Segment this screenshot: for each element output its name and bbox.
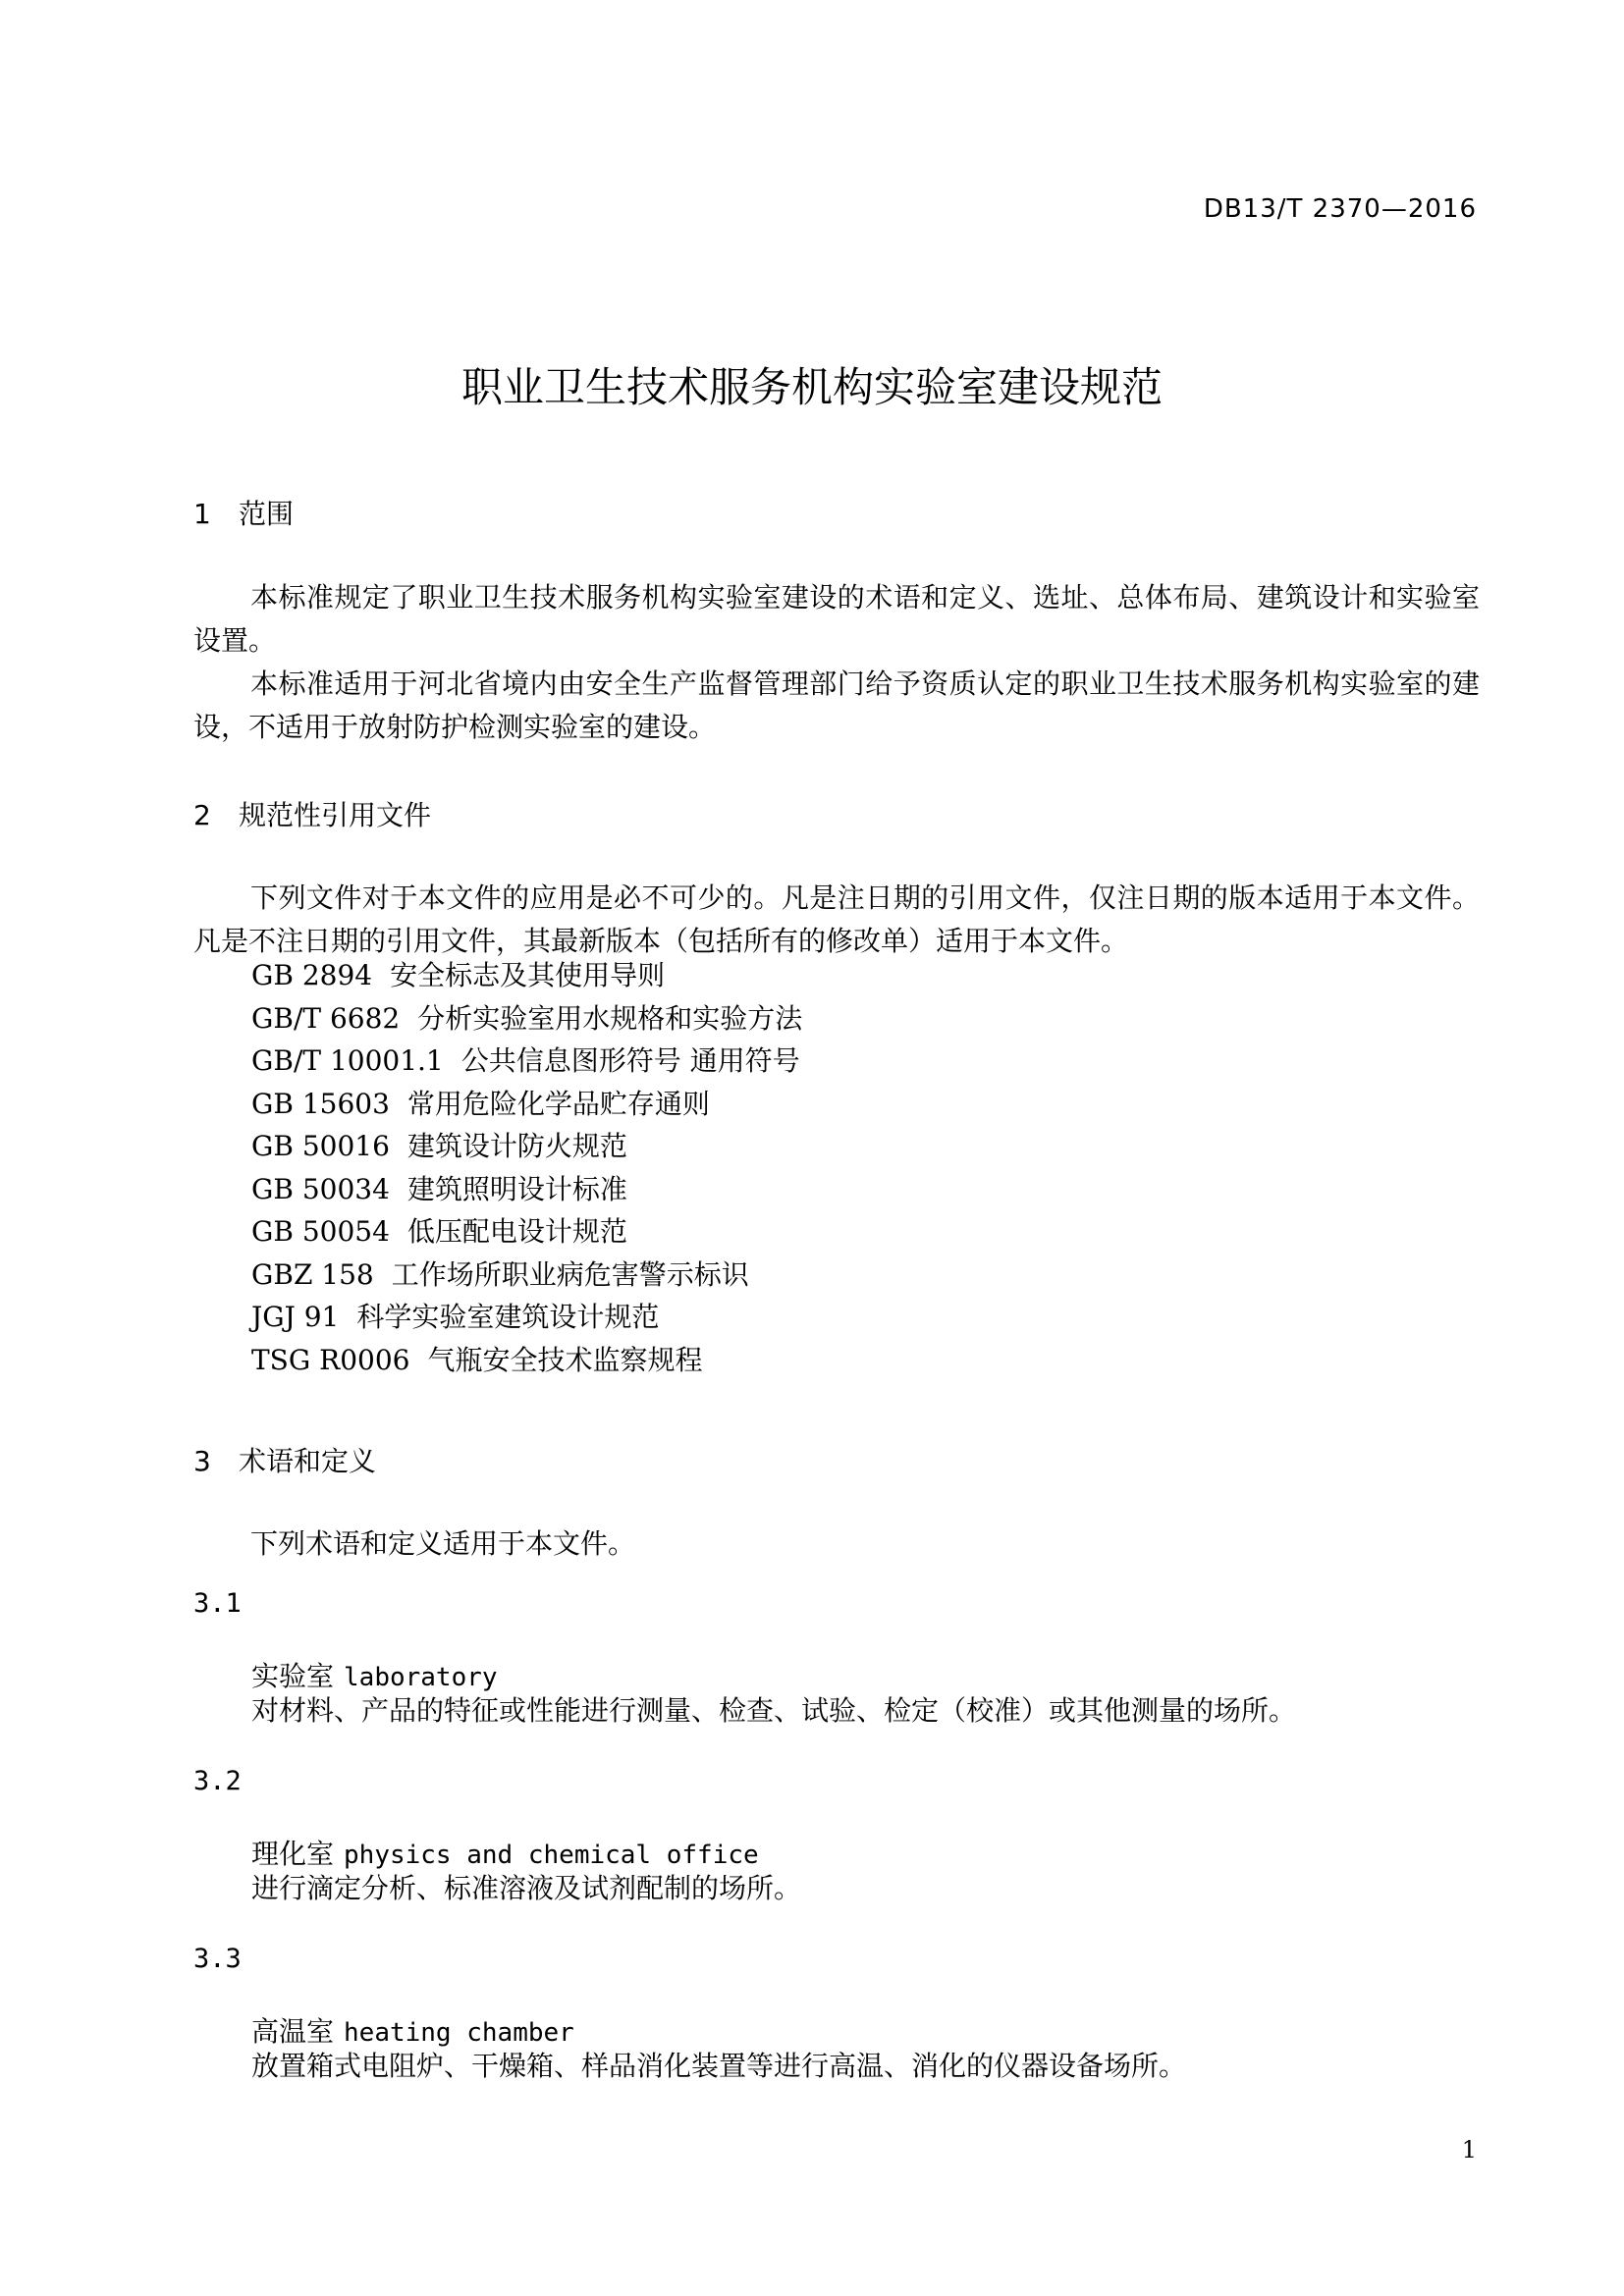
paragraph: 下列术语和定义适用于本文件。 — [250, 1527, 636, 1560]
paragraph: 下列文件对于本文件的应用是必不可少的。凡是注日期的引用文件，仅注日期的版本适用于本文件。凡是不注日期的引用文件，其最新版本（包括所有的修改单）适用于本文件。 — [193, 881, 1480, 957]
list-item — [251, 1125, 802, 1168]
reference-title: 公共信息图形符号 通用符号 — [460, 1044, 800, 1077]
standard-code: DB13/T 2370—2016 — [1203, 194, 1477, 224]
document-title: 职业卫生技术服务机构实验室建设规范 — [460, 363, 1163, 411]
reference-title: 建筑照明设计标准 — [406, 1172, 627, 1205]
list-item — [251, 954, 802, 997]
reference-code: GB 50054 — [251, 1215, 390, 1248]
term-definition: 进行滴定分析、标准溶液及试剂配制的场所。 — [251, 1872, 802, 1904]
term-definition: 放置箱式电阻炉、干燥箱、样品消化装置等进行高温、消化的仪器设备场所。 — [251, 2050, 1187, 2082]
reference-title: 气瓶安全技术监察规程 — [427, 1343, 703, 1376]
section-title: 规范性引用文件 — [239, 799, 432, 831]
term-heading — [251, 1833, 759, 1872]
term-zh: 实验室 — [251, 1660, 335, 1692]
list-item — [251, 1040, 802, 1083]
list-item — [251, 1168, 802, 1211]
reference-code: JGJ 91 — [251, 1301, 340, 1333]
clause-number: 3.2 — [193, 1766, 242, 1796]
section-number: 1 — [193, 498, 211, 530]
reference-code: GB/T 6682 — [251, 1001, 401, 1035]
term-en: physics and chemical office — [344, 1841, 759, 1870]
section-number: 3 — [193, 1445, 211, 1477]
reference-title: 分析实验室用水规格和实验方法 — [417, 1001, 803, 1035]
reference-title: 工作场所职业病危害警示标识 — [391, 1257, 749, 1291]
list-item — [251, 1083, 802, 1126]
term-heading — [251, 1655, 498, 1694]
reference-title: 常用危险化学品贮存通则 — [406, 1087, 710, 1120]
list-item — [251, 1339, 802, 1382]
list-item — [251, 1254, 802, 1297]
section-heading-scope — [193, 493, 294, 532]
page-number: 1 — [1461, 2136, 1477, 2163]
section-title: 术语和定义 — [239, 1445, 377, 1477]
reference-code: GB 2894 — [251, 959, 373, 991]
section-heading-terms-definitions — [193, 1440, 376, 1479]
paragraph: 本标准适用于河北省境内由安全生产监督管理部门给予资质认定的职业卫生技术服务机构实验室的建设，不适用于放射防护检测实验室的建设。 — [193, 667, 1480, 743]
list-item — [251, 997, 802, 1041]
list-item — [251, 1210, 802, 1254]
list-item — [251, 1296, 802, 1339]
section-number: 2 — [193, 799, 211, 831]
reference-title: 建筑设计防火规范 — [406, 1130, 627, 1162]
term-en: heating chamber — [344, 2018, 574, 2048]
reference-title: 科学实验室建筑设计规范 — [356, 1301, 660, 1333]
clause-number: 3.3 — [193, 1944, 242, 1974]
section-heading-normative-references — [193, 794, 431, 833]
term-definition: 对材料、产品的特征或性能进行测量、检查、试验、检定（校准）或其他测量的场所。 — [251, 1694, 1297, 1727]
reference-list — [251, 954, 802, 1381]
reference-code: GB 50034 — [251, 1172, 390, 1205]
reference-code: GB/T 10001.1 — [251, 1044, 444, 1077]
term-zh: 理化室 — [251, 1838, 335, 1870]
term-heading — [251, 2010, 574, 2050]
reference-code: TSG R0006 — [251, 1343, 410, 1376]
reference-title: 安全标志及其使用导则 — [390, 959, 666, 991]
term-en: laboratory — [344, 1663, 498, 1692]
clause-number: 3.1 — [193, 1588, 242, 1619]
reference-code: GB 50016 — [251, 1130, 390, 1162]
paragraph: 本标准规定了职业卫生技术服务机构实验室建设的术语和定义、选址、总体布局、建筑设计和实验室设置。 — [193, 581, 1480, 657]
reference-code: GBZ 158 — [251, 1257, 374, 1291]
term-zh: 高温室 — [251, 2015, 335, 2048]
reference-code: GB 15603 — [251, 1087, 390, 1120]
reference-title: 低压配电设计规范 — [406, 1215, 627, 1248]
section-title: 范围 — [239, 498, 295, 530]
